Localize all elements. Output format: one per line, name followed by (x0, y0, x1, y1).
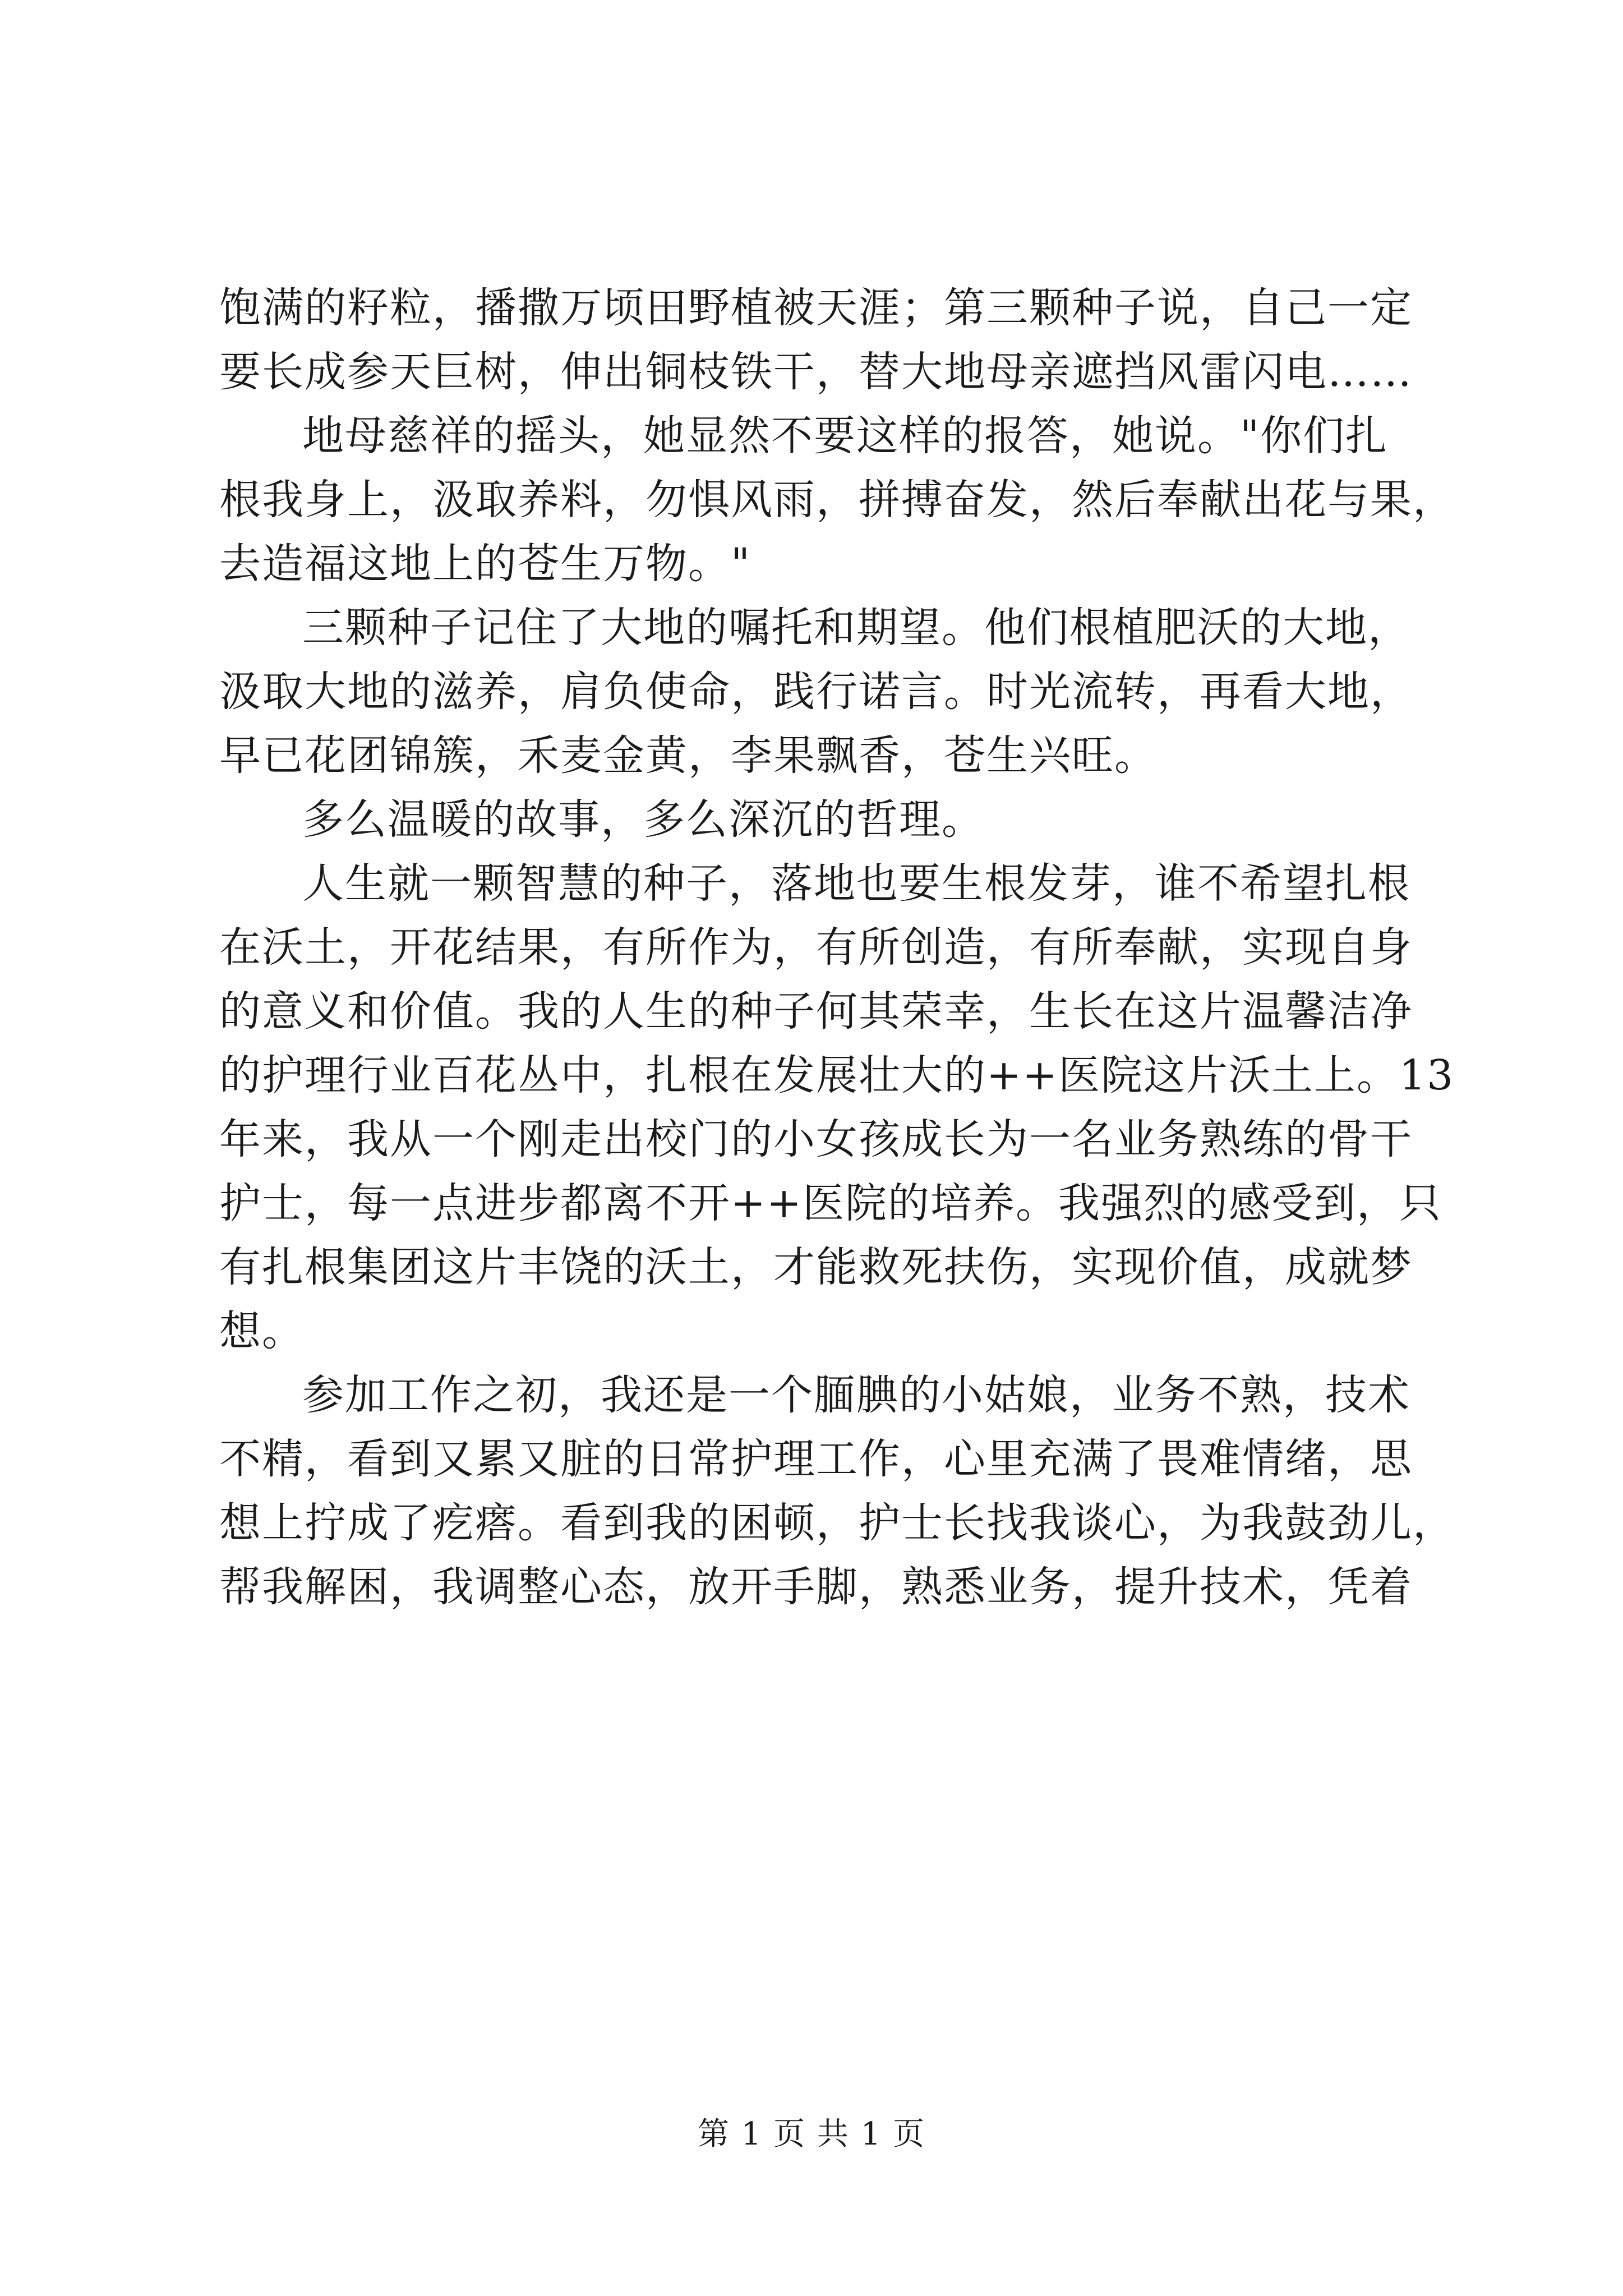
text-line: 的护理行业百花丛中，扎根在发展壮大的++医院这片沃土上。13 (219, 1051, 1455, 1099)
text-line: 不精，看到又累又脏的日常护理工作，心里充满了畏难情绪，思 (219, 1435, 1413, 1483)
page-number-label: 第 1 页 共 1 页 (697, 2116, 926, 2152)
text-line: 想。 (219, 1307, 305, 1355)
text-line: 参加工作之初，我还是一个腼腆的小姑娘，业务不熟，技术 (302, 1371, 1410, 1419)
text-line: 根我身上，汲取养料，勿惧风雨，拼搏奋发，然后奉献出花与果， (219, 476, 1455, 524)
text-line: 三颗种子记住了大地的嘱托和期望。他们根植肥沃的大地， (302, 604, 1410, 652)
text-line: 早已花团锦簇，禾麦金黄，李果飘香，苍生兴旺。 (219, 731, 1157, 780)
text-line: 多么温暖的故事，多么深沉的哲理。 (302, 795, 984, 844)
text-line: 地母慈祥的摇头，她显然不要这样的报答，她说。"你们扎 (302, 412, 1389, 460)
text-line: 年来，我从一个刚走出校门的小女孩成长为一名业务熟练的骨干 (219, 1115, 1413, 1163)
text-line: 饱满的籽粒，播撒万顷田野植被天涯；第三颗种子说，自己一定 (219, 284, 1413, 332)
text-line: 要长成参天巨树，伸出铜枝铁干，替大地母亲遮挡风雷闪电…… (219, 348, 1413, 396)
text-line: 的意义和价值。我的人生的种子何其荣幸，生长在这片温馨洁净 (219, 987, 1413, 1036)
text-line: 人生就一颗智慧的种子，落地也要生根发芽，谁不希望扎根 (302, 859, 1410, 908)
text-line: 在沃土，开花结果，有所作为，有所创造，有所奉献，实现自身 (219, 923, 1413, 972)
document-body (219, 276, 1455, 1619)
text-line: 想上拧成了疙瘩。看到我的困顿，护士长找我谈心，为我鼓劲儿， (219, 1499, 1455, 1547)
text-line: 护士，每一点进步都离不开++医院的培养。我强烈的感受到，只 (219, 1179, 1442, 1227)
text-line: 去造福这地上的苍生万物。" (219, 540, 751, 588)
page-footer (0, 2109, 1623, 2154)
text-line: 汲取大地的滋养，肩负使命，践行诺言。时光流转，再看大地， (219, 668, 1413, 716)
text-line: 帮我解困，我调整心态，放开手脚，熟悉业务，提升技术，凭着 (219, 1563, 1413, 1611)
text-line: 有扎根集团这片丰饶的沃土，才能救死扶伤，实现价值，成就梦 (219, 1243, 1413, 1291)
